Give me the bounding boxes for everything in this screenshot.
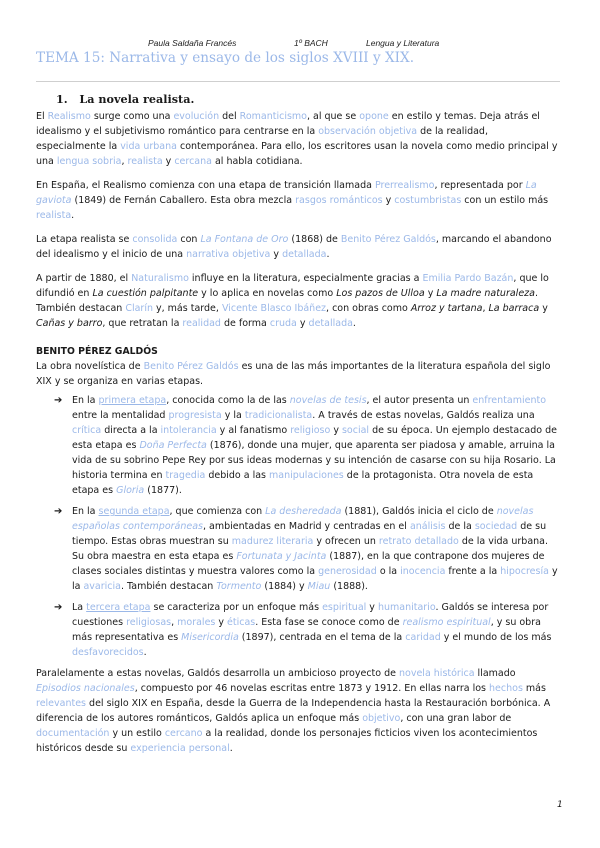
text-run: (1881), Galdós inicia el ciclo de xyxy=(341,506,497,517)
text-run: contemporánea. Para ello, los escritores usan la novela como medio principal y una xyxy=(36,141,558,167)
highlighted-term: evolución xyxy=(173,111,220,122)
text-run: . xyxy=(71,210,75,221)
highlighted-term: Fortunata y Jacinta xyxy=(236,551,327,562)
header-course: 1º BACH xyxy=(294,38,328,48)
text-run: (1887), en la que contrapone dos mujeres de clases sociales distintas y muestra valores como la xyxy=(72,551,545,577)
page-number: 1 xyxy=(557,800,563,810)
text-run: de la xyxy=(445,521,475,532)
text-run: del siglo XIX en España, desde la Guerra de la Independencia hasta la Restauración borbónica. A diferencia de los autores románticos, Galdós aplica un enfoque más xyxy=(36,698,551,724)
text-run: (1884) y xyxy=(261,581,308,592)
text-run: frente a la xyxy=(445,566,501,577)
paragraph xyxy=(36,178,560,223)
text-run: de la protagonista. Otra novela de esta etapa es xyxy=(72,470,534,496)
arrow-right-icon: ➔ xyxy=(54,506,63,517)
highlighted-term: madurez literaria xyxy=(231,536,314,547)
highlighted-term: documentación xyxy=(36,728,110,739)
highlighted-term: primera etapa xyxy=(98,395,167,406)
highlighted-term: novelas de tesis xyxy=(289,395,367,406)
highlighted-term: consolida xyxy=(132,234,178,245)
text-run: , al que se xyxy=(306,111,360,122)
section-title: La novela realista. xyxy=(79,92,195,106)
text-run: (1849) de Fernán Caballero. Esta obra mezcla xyxy=(71,195,296,206)
stage-item xyxy=(36,504,560,594)
highlighted-term: religiosas xyxy=(126,617,172,628)
text-run: y ofrecen un xyxy=(313,536,379,547)
highlighted-term: progresista xyxy=(168,410,222,421)
text-run: es una de las más importantes de la literatura española del siglo XIX y se organiza en varias etapas. xyxy=(36,361,551,387)
paragraph xyxy=(36,232,560,262)
text-run: y xyxy=(270,249,283,260)
text-run: La obra novelística de xyxy=(36,361,144,372)
text-run: El xyxy=(36,111,48,122)
text-run: . Galdós se interesa por cuestiones xyxy=(72,602,549,628)
highlighted-term: Gloria xyxy=(116,485,145,496)
highlighted-term: Benito Pérez Galdós xyxy=(143,361,239,372)
text-run: de forma xyxy=(220,318,270,329)
highlighted-term: espiritual xyxy=(322,602,367,613)
text-run: La xyxy=(72,602,87,613)
highlighted-term: La cuestión palpitante xyxy=(92,288,199,299)
highlighted-term: tercera etapa xyxy=(86,602,151,613)
highlighted-term: humanitario xyxy=(377,602,436,613)
text-run: en estilo y temas. Deja atrás el idealismo y el subjetivismo romántico para centrarse en la xyxy=(36,111,540,137)
text-run: , xyxy=(121,156,128,167)
title-divider xyxy=(36,81,560,82)
text-run: y xyxy=(382,195,395,206)
text-run: entre la mentalidad xyxy=(72,410,169,421)
highlighted-term: retrato detallado xyxy=(378,536,459,547)
highlighted-term: Naturalismo xyxy=(131,273,189,284)
highlighted-term: Clarín xyxy=(125,303,153,314)
text-run: A partir de 1880, el xyxy=(36,273,132,284)
text-run: , conocida como la de las xyxy=(166,395,290,406)
highlighted-term: éticas xyxy=(227,617,256,628)
closing-paragraph xyxy=(36,666,560,756)
stage-item xyxy=(36,600,560,660)
highlighted-term: intolerancia xyxy=(160,425,217,436)
text-run: y la xyxy=(221,410,245,421)
highlighted-term: experiencia personal xyxy=(130,743,230,754)
text-run: , xyxy=(482,303,489,314)
highlighted-term: manipulaciones xyxy=(269,470,344,481)
text-run: se caracteriza por un enfoque más xyxy=(150,602,323,613)
text-run: (1897), centrada en el tema de la xyxy=(238,632,406,643)
text-run: , con obras como xyxy=(326,303,411,314)
text-run: (1877). xyxy=(144,485,182,496)
highlighted-term: detallada xyxy=(282,249,327,260)
text-run: de la realidad, especialmente la xyxy=(36,126,488,152)
stage-item xyxy=(36,393,560,498)
paragraph xyxy=(36,109,560,169)
text-run: y un estilo xyxy=(109,728,165,739)
text-run: (1876), donde una mujer, que aparenta ser piadosa y amable, arruina la vida de su sobrino Pepe Rey por sus ideas modernas y su intención de casarse con su hija Rosario. La historia termina en xyxy=(72,440,556,481)
document-body xyxy=(36,92,560,756)
highlighted-term: análisis xyxy=(409,521,446,532)
highlighted-term: La madre naturaleza xyxy=(436,288,535,299)
text-run: o la xyxy=(376,566,401,577)
text-run: , compuesto por 46 novelas escritas entre 1873 y 1912. En ellas narra los xyxy=(134,683,490,694)
text-run: (1888). xyxy=(330,581,368,592)
highlighted-term: novela histórica xyxy=(399,668,475,679)
text-run: , que lo difundió en xyxy=(36,273,549,299)
text-run: , ambientadas en Madrid y centradas en el xyxy=(203,521,410,532)
highlighted-term: Emilia Pardo Bazán xyxy=(422,273,514,284)
text-run: y xyxy=(539,303,548,314)
highlighted-term: rasgos románticos xyxy=(295,195,383,206)
highlighted-term: caridad xyxy=(405,632,441,643)
text-run: de su tiempo. Estas obras muestran su xyxy=(72,521,547,547)
header-subject: Lengua y Literatura xyxy=(366,38,440,48)
text-run: y el mundo de los más xyxy=(440,632,552,643)
highlighted-term: Cañas y barro xyxy=(36,318,103,329)
highlighted-term: La Fontana de Oro xyxy=(200,234,289,245)
highlighted-term: Benito Pérez Galdós xyxy=(340,234,436,245)
highlighted-term: Misericordia xyxy=(181,632,239,643)
text-run: de su época. Un ejemplo destacado de esta etapa es xyxy=(72,425,557,451)
text-run: llamado xyxy=(474,668,516,679)
stage-text xyxy=(72,602,551,658)
author-intro xyxy=(36,359,560,389)
text-run: del xyxy=(219,111,240,122)
highlighted-term: generosidad xyxy=(318,566,377,577)
stage-text xyxy=(72,395,557,496)
text-run: y, más tarde, xyxy=(153,303,222,314)
text-run: y xyxy=(215,617,228,628)
text-run: más xyxy=(522,683,546,694)
highlighted-term: Arroz y tartana xyxy=(410,303,483,314)
text-run: . xyxy=(352,318,356,329)
highlighted-term: realista xyxy=(127,156,163,167)
highlighted-term: objetivo xyxy=(362,713,401,724)
text-run: . Esta fase se conoce como de xyxy=(255,617,403,628)
stage-text xyxy=(72,506,558,592)
text-run: . xyxy=(229,743,233,754)
text-run: y lo aplica en novelas como xyxy=(198,288,337,299)
highlighted-term: Vicente Blasco Ibáñez xyxy=(221,303,327,314)
text-run: , representada por xyxy=(434,180,526,191)
text-run: directa a la xyxy=(101,425,161,436)
highlighted-term: opone xyxy=(359,111,389,122)
text-run: con un estilo más xyxy=(461,195,549,206)
highlighted-term: tragedia xyxy=(165,470,206,481)
highlighted-term: relevantes xyxy=(36,698,87,709)
highlighted-term: segunda etapa xyxy=(98,506,170,517)
highlighted-term: cercana xyxy=(174,156,212,167)
highlighted-term: desfavorecidos xyxy=(72,647,144,658)
document-title: TEMA 15: Narrativa y ensayo de los siglos XVIII y XIX. xyxy=(36,50,415,66)
highlighted-term: enfrentamiento xyxy=(472,395,547,406)
text-run: y al fanatismo xyxy=(216,425,291,436)
highlighted-term: vida urbana xyxy=(120,141,177,152)
text-run: influye en la literatura, especialmente gracias a xyxy=(188,273,423,284)
author-heading: BENITO PÉREZ GALDÓS xyxy=(36,346,158,357)
text-run: . A través de estas novelas, Galdós realiza una xyxy=(312,410,535,421)
text-run: y la xyxy=(72,566,558,592)
text-run: (1868) de xyxy=(288,234,341,245)
highlighted-term: Miau xyxy=(307,581,331,592)
text-run: En España, el Realismo comienza con una etapa de transición llamada xyxy=(36,180,375,191)
highlighted-term: La gaviota xyxy=(36,180,537,206)
highlighted-term: morales xyxy=(177,617,216,628)
highlighted-term: inocencia xyxy=(400,566,446,577)
section-number: 1. xyxy=(56,92,68,106)
highlighted-term: Tormento xyxy=(216,581,262,592)
text-run: . xyxy=(143,647,147,658)
highlighted-term: La desheredada xyxy=(265,506,342,517)
highlighted-term: sociedad xyxy=(474,521,518,532)
arrow-right-icon: ➔ xyxy=(54,602,63,613)
highlighted-term: costumbristas xyxy=(394,195,462,206)
text-run: , que comienza con xyxy=(169,506,266,517)
highlighted-term: social xyxy=(341,425,370,436)
arrow-right-icon: ➔ xyxy=(54,395,63,406)
text-run: surge como una xyxy=(90,111,174,122)
highlighted-term: observación objetiva xyxy=(318,126,418,137)
text-run: con xyxy=(177,234,201,245)
highlighted-term: lengua sobria xyxy=(56,156,122,167)
text-run: al habla cotidiana. xyxy=(211,156,303,167)
text-run: y xyxy=(424,288,437,299)
header-author: Paula Saldaña Francés xyxy=(148,38,237,48)
text-run: En la xyxy=(72,395,99,406)
stage-list xyxy=(36,393,560,660)
text-run: En la xyxy=(72,506,99,517)
highlighted-term: crítica xyxy=(72,425,102,436)
highlighted-term: hipocresía xyxy=(500,566,549,577)
text-run: . También destacan xyxy=(36,288,539,314)
highlighted-term: Episodios nacionales xyxy=(36,683,135,694)
text-run: , marcando el abandono del idealismo y el inicio de una xyxy=(36,234,552,260)
highlighted-term: Prerrealismo xyxy=(374,180,435,191)
text-run: , y su obra más representativa es xyxy=(72,617,541,643)
highlighted-term: La barraca xyxy=(488,303,540,314)
highlighted-term: realista xyxy=(36,210,72,221)
text-run: , con una gran labor de xyxy=(400,713,512,724)
text-run: de la vida urbana. Su obra maestra en esta etapa es xyxy=(72,536,548,562)
text-run: . xyxy=(326,249,330,260)
highlighted-term: realismo espiritual xyxy=(402,617,491,628)
text-run: debido a las xyxy=(205,470,270,481)
text-run: y xyxy=(162,156,175,167)
highlighted-term: realidad xyxy=(182,318,221,329)
text-run: y xyxy=(366,602,378,613)
highlighted-term: Doña Perfecta xyxy=(139,440,207,451)
highlighted-term: tradicionalista xyxy=(244,410,313,421)
highlighted-term: religioso xyxy=(290,425,331,436)
text-run: , el autor presenta un xyxy=(366,395,473,406)
page-header xyxy=(0,38,600,50)
highlighted-term: detallada xyxy=(308,318,353,329)
paragraph xyxy=(36,271,560,331)
highlighted-term: cercano xyxy=(164,728,203,739)
highlighted-term: cruda xyxy=(269,318,297,329)
highlighted-term: novelas españolas contemporáneas xyxy=(72,506,534,532)
section-heading xyxy=(56,92,560,107)
highlighted-term: Romanticismo xyxy=(239,111,307,122)
highlighted-term: avaricia xyxy=(83,581,121,592)
text-run: , xyxy=(171,617,178,628)
highlighted-term: Realismo xyxy=(47,111,91,122)
text-run: y xyxy=(296,318,309,329)
text-run: Paralelamente a estas novelas, Galdós desarrolla un ambicioso proyecto de xyxy=(36,668,399,679)
text-run: , que retratan la xyxy=(102,318,183,329)
text-run: a la realidad, donde los personajes ficticios viven los acontecimientos históricos desde su xyxy=(36,728,538,754)
text-run: y xyxy=(330,425,342,436)
highlighted-term: narrativa objetiva xyxy=(186,249,271,260)
highlighted-term: Los pazos de Ulloa xyxy=(336,288,425,299)
text-run: La etapa realista se xyxy=(36,234,133,245)
text-run: . También destacan xyxy=(120,581,217,592)
highlighted-term: hechos xyxy=(489,683,523,694)
